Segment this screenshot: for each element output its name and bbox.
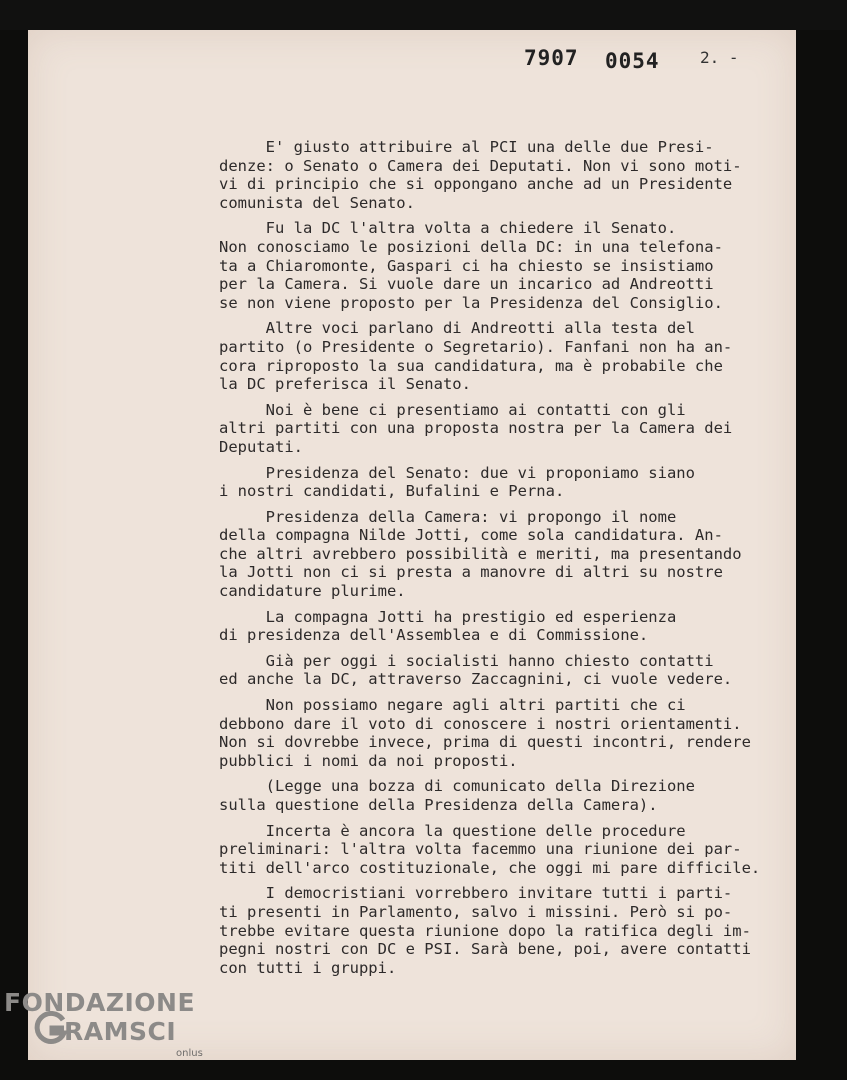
fondazione-gramsci-logo (4, 988, 214, 1068)
logo-g-icon (34, 1011, 68, 1045)
paragraph: Non possiamo negare agli altri partiti che ci debbono dare il voto di conoscere i nostri orientamenti. Non si dovrebbe invece, prima di questi incontri, rendere pubblici i nomi da noi proposti. (219, 696, 751, 770)
document-body (219, 138, 779, 984)
logo-suffix: onlus (176, 1048, 203, 1059)
paragraph: (Legge una bozza di comunicato della Direzione sulla questione della Presidenza della Camera). (219, 777, 695, 814)
archive-reference-number: 7907 (524, 46, 579, 70)
logo-text-line1: FONDAZIONE (4, 988, 196, 1017)
paragraph: Fu la DC l'altra volta a chiedere il Senato. Non conosciamo le posizioni della DC: in una telefona- ta a Chiaromonte, Gaspari ci ha chiesto se insistiamo per la Camera. Si vuole dare un incarico ad Andreotti se non viene proposto per la Presidenza del Consiglio. (219, 219, 723, 312)
paragraph: Presidenza della Camera: vi propongo il nome della compagna Nilde Jotti, come sola candidatura. An- che altri avrebbero possibilità e meriti, ma presentando la Jotti non ci si presta a manovre di altri su nostre candidature plurime. (219, 507, 742, 601)
scan-background (0, 0, 847, 30)
logo-text-line2: RAMSCI (64, 1017, 177, 1046)
paragraph: La compagna Jotti ha prestigio ed esperienza di presidenza dell'Assemblea e di Commissione. (219, 607, 677, 645)
paragraph: I democristiani vorrebbero invitare tutti i parti- ti presenti in Parlamento, salvo i missini. Però si po- trebbe evitare questa riunione dopo la ratifica degli im- pegni nostri con DC e PSI. Sarà bene, poi, avere contatti con tutti i gruppi. (219, 884, 751, 977)
paragraph: Noi è bene ci presentiamo ai contatti con gli altri partiti con una proposta nostra per la Camera dei Deputati. (219, 400, 733, 456)
paragraph: Altre voci parlano di Andreotti alla testa del partito (o Presidente o Segretario). Fanfani non ha an- cora riproposto la sua candidatura, ma è probabile che la DC preferisca il Senato. (219, 319, 733, 394)
paragraph: E' giusto attribuire al PCI una delle due Presi- denze: o Senato o Camera dei Deputati. Non vi sono moti- vi di principio che si oppongano anche ad un Presidente comunista del Senato. (219, 138, 742, 212)
archive-sheet-number: 0054 (605, 49, 660, 73)
paragraph: Presidenza del Senato: due vi proponiamo siano i nostri candidati, Bufalini e Perna. (219, 463, 695, 501)
paragraph: Già per oggi i socialisti hanno chiesto contatti ed anche la DC, attraverso Zaccagnini, ci vuole vedere. (219, 651, 733, 689)
page-number: 2. - (700, 48, 739, 67)
paragraph: Incerta è ancora la questione delle procedure preliminari: l'altra volta facemmo una riunione dei par- titi dell'arco costituzionale, che oggi mi pare difficile. (219, 821, 761, 877)
